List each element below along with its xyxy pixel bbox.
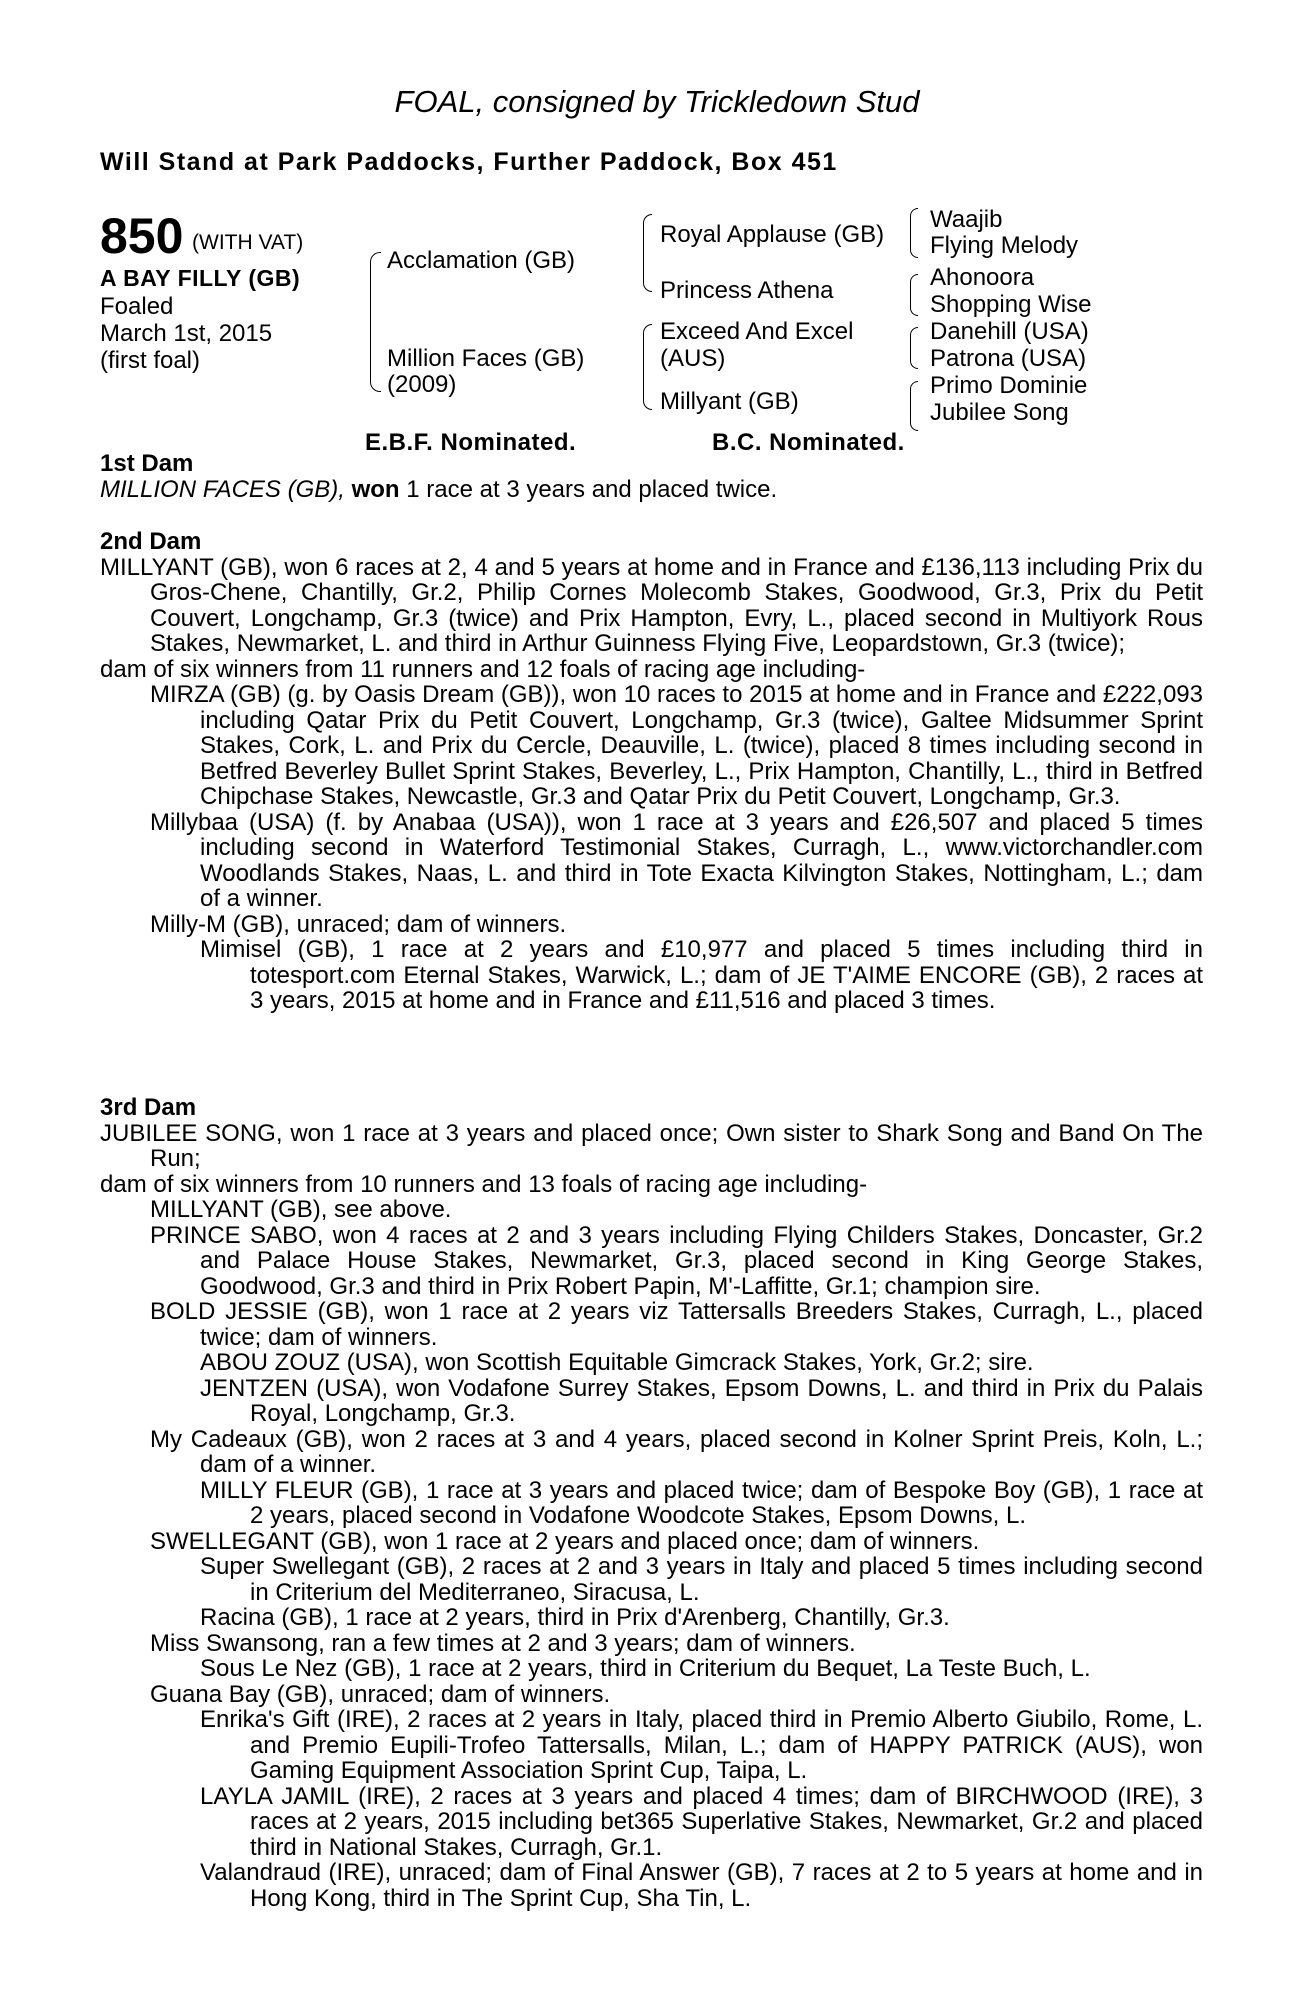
text-line: home and in Hong Kong, third in The Sprint Cup, Sha Tin, L. [250, 1859, 1204, 1912]
produce-entry [200, 937, 1203, 1014]
vat-note: (WITH VAT) [192, 231, 304, 254]
pedigree-brace [910, 274, 918, 316]
text-line: races at 3 years, 2015 at home and in France and £11,516 and placed 3 times. [250, 961, 1203, 1014]
text-line: Stakes, Nottingham, L.; dam of a winner. [200, 859, 1204, 912]
pedigree-brace [643, 324, 652, 410]
produce-entry [200, 1554, 1203, 1605]
text-line: race at 2 years, placed second in Vodafone Woodcote Stakes, Epsom Downs, L. [250, 1476, 1204, 1529]
text-line: Gr.3, Prix du Petit Couvert, Longchamp, Gr.3 (twice) and Prix Hampton, Evry, L., placed [150, 579, 1204, 632]
lot-name: A BAY FILLY (GB) [100, 265, 301, 291]
foaled-date: March 1st, 2015 [100, 320, 273, 347]
sire: Acclamation (GB) [387, 247, 576, 274]
produce-entry [150, 810, 1203, 912]
produce-entry: Sous Le Nez (GB), 1 race at 2 years, third in Criterium du Bequet, La Teste Buch, L. [200, 1655, 1091, 1682]
text-line: second in Multiyork Rous Stakes, Newmarket, L. and third in Arthur Guinness Flying Five, [150, 604, 1204, 657]
third-dam-heading: 3rd Dam [100, 1094, 197, 1121]
dam-sire-country: (AUS) [660, 345, 726, 372]
text-line: Gr.2 and Palace House Stakes, Newmarket, Gr.3, placed second in King George [200, 1221, 1203, 1274]
produce-entry: SWELLEGANT (GB), won 1 race at 2 years and placed once; dam of winners. [150, 1527, 980, 1555]
text-line: LAYLA JAMIL (IRE), 2 races at 3 years and placed 4 times; dam of BIRCHWOOD [200, 1782, 1108, 1810]
produce-entry: ABOU ZOUZ (USA), won Scottish Equitable Gimcrack Stakes, York, Gr.2; sire. [200, 1349, 1034, 1376]
text-line: PATRICK (AUS), won Gaming Equipment Association Sprint Cup, Taipa, L. [250, 1731, 1203, 1784]
text-line: totesport.com Eternal Stakes, Warwick, L.; dam of JE T'AIME ENCORE (GB), 2 [250, 961, 1109, 989]
produce-entry: MILLYANT (GB), see above. [150, 1196, 452, 1223]
text-line: Rome, L. and Premio Eupili-Trofeo Tattersalls, Milan, L.; dam of HAPPY [250, 1706, 1204, 1759]
text-line: JENTZEN (USA), won Vodafone Surrey Stakes, Epsom Downs, L. and third in Prix du [200, 1374, 1130, 1402]
first-dam-text: 1 race at 3 years and placed twice. [406, 475, 778, 503]
text-line: My Cadeaux (GB), won 2 races at 3 and 4 years, placed second in Kolner Sprint Preis, [150, 1425, 1105, 1453]
first-dam-won: won [351, 475, 400, 503]
pedigree-brace [643, 214, 652, 292]
produce-entry [150, 1299, 1203, 1350]
text-line: Enrika's Gift (IRE), 2 races at 2 years in Italy, placed third in Premio Alberto Giubilo, [200, 1706, 1098, 1733]
second-dam-section [100, 529, 1203, 1014]
produce-summary: dam of six winners from 10 runners and 13 foals of racing age including- [100, 1170, 868, 1198]
text-line: Hampton, Chantilly, L., third in Betfred Chipchase Stakes, Newcastle, Gr.3 and Qatar [200, 757, 1203, 810]
first-foal-note: (first foal) [100, 347, 201, 374]
dd-dam: Jubilee Song [930, 399, 1069, 426]
page-title: FOAL, consigned by Trickledown Stud [394, 84, 920, 119]
text-line: Koln, L.; dam of a winner. [200, 1425, 1203, 1478]
produce-entry: Milly-M (GB), unraced; dam of winners. [150, 910, 567, 938]
lot-price: 850 [100, 208, 184, 264]
ebf-nominated: E.B.F. Nominated. [365, 429, 577, 456]
second-dam-entry [100, 555, 1203, 657]
dam-dam: Millyant (GB) [660, 388, 799, 415]
dd-sire: Primo Dominie [930, 372, 1088, 399]
bc-nominated: B.C. Nominated. [712, 429, 905, 456]
text-line: including Prix du Gros-Chene, Chantilly, Gr.2, Philip Cornes Molecomb Stakes, Goodwood, [150, 553, 1203, 606]
second-dam-heading: 2nd Dam [100, 528, 202, 555]
text-line: Gr.2 and placed third in National Stakes, Curragh, Gr.1. [250, 1808, 1203, 1861]
text-line: including second in Criterium del Mediterraneo, Siracusa, L. [250, 1553, 1204, 1606]
text-line: times including second in Betfred Beverley Bullet Sprint Stakes, Beverley, L., Prix [200, 732, 1203, 785]
text-line: Prix du Petit Couvert, Longchamp, Gr.3. [696, 783, 1121, 810]
first-dam-name: MILLION FACES (GB), [100, 475, 345, 503]
stand-location: Will Stand at Park Paddocks, Further Paddock, Box 451 [100, 148, 838, 176]
produce-entry [200, 1707, 1203, 1784]
produce-entry: Guana Bay (GB), unraced; dam of winners. [150, 1680, 611, 1708]
first-dam-heading: 1st Dam [100, 450, 194, 477]
dam-sire: Exceed And Excel [660, 318, 854, 345]
pedigree-brace [370, 252, 381, 392]
sire-sire: Royal Applause (GB) [660, 221, 885, 248]
produce-entry: Miss Swansong, ran a few times at 2 and 3 years; dam of winners. [150, 1629, 856, 1657]
pedigree-brace [910, 327, 918, 369]
ds-dam: Patrona (USA) [930, 345, 1087, 372]
sd-sire: Ahonoora [930, 264, 1035, 291]
text-line: Midsummer Sprint Stakes, Cork, L. and Prix du Cercle, Deauville, L. (twice), placed 8 [200, 706, 1203, 759]
produce-entry [200, 1478, 1203, 1529]
text-line: MILLYANT (GB), won 6 races at 2, 4 and 5 years at home and in France and £136,113 [100, 553, 1020, 581]
text-line: Stakes, Goodwood, Gr.3 and third in Prix Robert Papin, M'-Laffitte, Gr.1; champion sire. [200, 1247, 1203, 1300]
ss-sire: Waajib [930, 206, 1003, 233]
produce-entry [200, 1376, 1203, 1427]
produce-entry: Racina (GB), 1 race at 2 years, third in Prix d'Arenberg, Chantilly, Gr.3. [200, 1604, 950, 1631]
text-line: BOLD JESSIE (GB), won 1 race at 2 years viz Tattersalls Breeders Stakes, Curragh, L., [150, 1298, 1123, 1325]
text-line: www.victorchandler.com Woodlands Stakes, Naas, L. and third in Tote Exacta Kilvington [200, 834, 1203, 887]
first-dam-section [100, 451, 1203, 502]
produce-entry [200, 1784, 1203, 1861]
text-line: Palais Royal, Longchamp, Gr.3. [250, 1374, 1203, 1427]
sd-dam: Shopping Wise [930, 291, 1092, 318]
pedigree-brace [910, 208, 918, 258]
dam: Million Faces (GB) [387, 345, 585, 372]
text-line: £222,093 including Qatar Prix du Petit Couvert, Longchamp, Gr.3 (twice), Galtee [200, 681, 1203, 734]
text-line: placed twice; dam of winners. [200, 1298, 1204, 1351]
text-line: (IRE), 3 races at 2 years, 2015 including bet365 Superlative Stakes, Newmarket, [250, 1782, 1203, 1835]
dam-year: (2009) [387, 371, 457, 398]
produce-entry [200, 1860, 1203, 1911]
text-line: Super Swellegant (GB), 2 races at 2 and 3 years in Italy and placed 5 times [200, 1553, 1016, 1580]
text-line: PRINCE SABO, won 4 races at 2 and 3 years including Flying Childers Stakes, Doncaster, [150, 1221, 1149, 1249]
foaled-label: Foaled [100, 293, 174, 320]
text-line: MILLY FLEUR (GB), 1 race at 3 years and placed twice; dam of Bespoke Boy (GB), 1 [200, 1476, 1122, 1504]
text-line: Leopardstown, Gr.3 (twice); [831, 630, 1126, 657]
text-line: Mimisel (GB), 1 race at 2 years and £10,977 and placed 5 times including third in [200, 936, 1203, 963]
text-line: JUBILEE SONG, won 1 race at 3 years and placed once; Own sister to Shark Song and Band [100, 1119, 1115, 1147]
text-line: MIRZA (GB) (g. by Oasis Dream (GB)), won 10 races to 2015 at home and in France and [150, 681, 1097, 708]
ds-sire: Danehill (USA) [930, 318, 1089, 345]
produce-entry [150, 1223, 1203, 1300]
text-line: Millybaa (USA) (f. by Anabaa (USA)), won 1 race at 3 years and £26,507 and placed 5 [150, 808, 1135, 836]
sire-dam: Princess Athena [660, 277, 834, 304]
pedigree-brace [910, 381, 918, 431]
third-dam-section [100, 1095, 1203, 1911]
text-line: times including second in Waterford Testimonial Stakes, Curragh, L., [200, 808, 1203, 861]
third-dam-entry [100, 1121, 1203, 1172]
text-line: Valandraud (IRE), unraced; dam of Final Answer (GB), 7 races at 2 to 5 years at [200, 1859, 1062, 1886]
ss-dam: Flying Melody [930, 232, 1079, 259]
produce-summary: dam of six winners from 11 runners and 12 foals of racing age including- [100, 655, 866, 683]
text-line: On The Run; [150, 1119, 1204, 1172]
produce-entry [150, 1427, 1203, 1478]
produce-entry [150, 682, 1203, 810]
